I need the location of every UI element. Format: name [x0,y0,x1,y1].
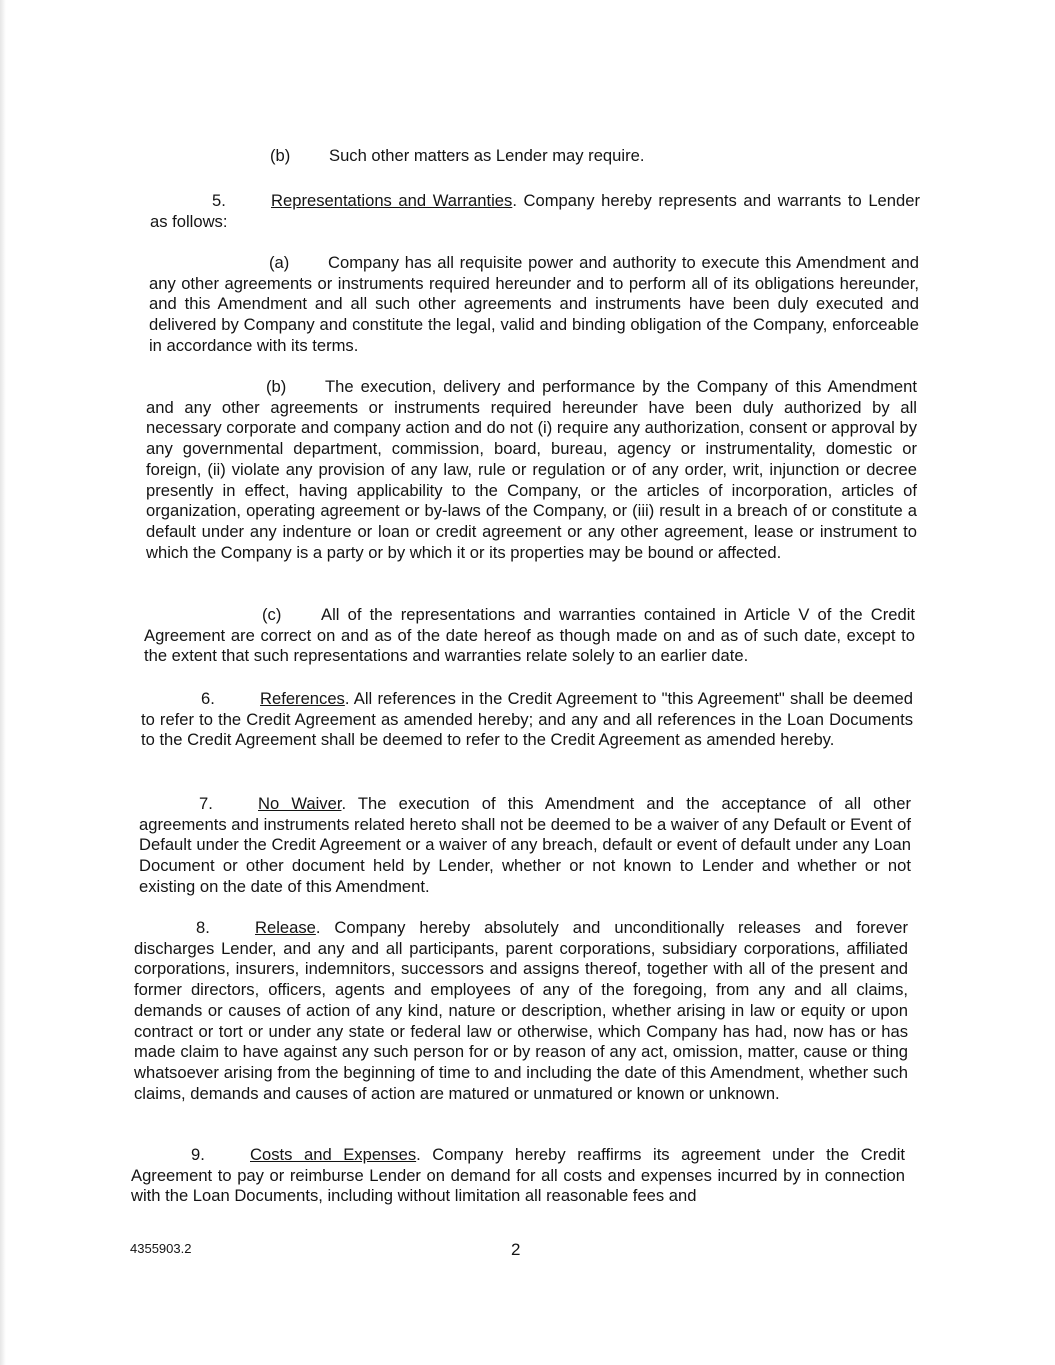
page-number: 2 [511,1240,521,1259]
section-text: . Company hereby reaffirms its agreement under the Credit Agreement to pay or reimburse Lender on demand for all costs and expenses incurred by in connection with the Loan Documents, including without limitation all reasonable fees and [131,1145,905,1206]
item-5b [146,377,917,563]
section-heading: References [260,689,345,708]
section-text: . All references in the Credit Agreement to "this Agreement" shall be deemed to refer to the Credit Agreement as amended hereby; and any and all references in the Loan Documents to the Credit Agreement shall be deemed to refer to the Credit Agreement as amended hereby. [141,689,913,750]
scan-shadow [0,0,6,1365]
item-text: Company has all requisite power and authority to execute this Amendment and any other agreements or instruments required hereunder and to perform all of its obligations hereunder, and this Amendment and all such other agreements and instruments have been duly executed and delivered by Company and constitute the legal, valid and binding obligation of the Company, enforceable in accordance with its terms. [149,253,919,355]
section-heading: No Waiver [258,794,342,813]
section-heading: Costs and Expenses [250,1145,417,1164]
item-4b [270,146,690,167]
item-label: (b) [266,377,287,396]
section-text: . Company hereby represents and warrants to Lender as follows: [150,191,921,231]
section-heading: Release [255,918,316,937]
document-id: 4355903.2 [130,1241,192,1256]
section-8 [134,918,908,1104]
item-label: (a) [269,253,290,272]
item-text: All of the representations and warranties contained in Article V of the Credit Agreement are correct on and as of the date hereof as though made on and as of such date, except to the extent that such representations and warranties relate solely to an earlier date. [144,605,915,666]
section-heading: Representations and Warranties [271,191,513,210]
item-label: (b) [270,146,291,165]
section-number: 6. [201,689,215,708]
item-text: The execution, delivery and performance by the Company of this Amendment and any other agreements or instruments required hereunder have been duly authorized by all necessary corporate and company action and do not (i) require any authorization, consent or approval by any governmental department, commission, board, bureau, agency or instrumentality, domestic or foreign, (ii) violate any provision of any law, rule or regulation or of any order, writ, injunction or decree presently in effect, having applicability to the Company, or the articles of incorporation, articles of organization, operating agreement or by-laws of the Company, or (iii) result in a breach of or constitute a default under any indenture or loan or credit agreement or any other agreement, lease or instrument to which the Company is a party or by which it or its properties may be bound or affected. [146,377,917,562]
item-5c [144,605,915,667]
section-number: 9. [191,1145,205,1164]
section-number: 5. [212,191,226,210]
section-number: 8. [196,918,210,937]
item-label: (c) [262,605,282,624]
section-text: . The execution of this Amendment and the acceptance of all other agreements and instruments related hereto shall not be deemed to be a waiver of any Default or Event of Default under the Credit Agreement or a waiver of any breach, default or event of default under any Loan Document or other document held by Lender, whether or not known to Lender and whether or not existing on the date of this Amendment. [139,794,911,896]
section-9 [131,1145,905,1207]
section-6 [141,689,913,751]
section-5 [150,191,920,232]
item-text: Such other matters as Lender may require. [329,146,645,165]
item-5a [149,253,919,357]
section-7 [139,794,911,898]
section-text: . Company hereby absolutely and unconditionally releases and forever discharges Lender, and any and all participants, parent corporations, subsidiary corporations, affiliated corporations, insurers, indemnitors, successors and assigns thereof, together with all of the present and former directors, officers, agents and employees of any of the foregoing, from any and all claims, demands or causes of action of any kind, nature or description, whether arising in law or equity or upon contract or tort or under any state or federal law or otherwise, which Company has had, now has or has made claim to have against any such person for or by reason of any act, omission, matter, cause or thing whatsoever arising from the beginning of time to and including the date of this Amendment, whether such claims, demands and causes of action are matured or unmatured or known or unknown. [134,918,908,1103]
section-number: 7. [199,794,213,813]
